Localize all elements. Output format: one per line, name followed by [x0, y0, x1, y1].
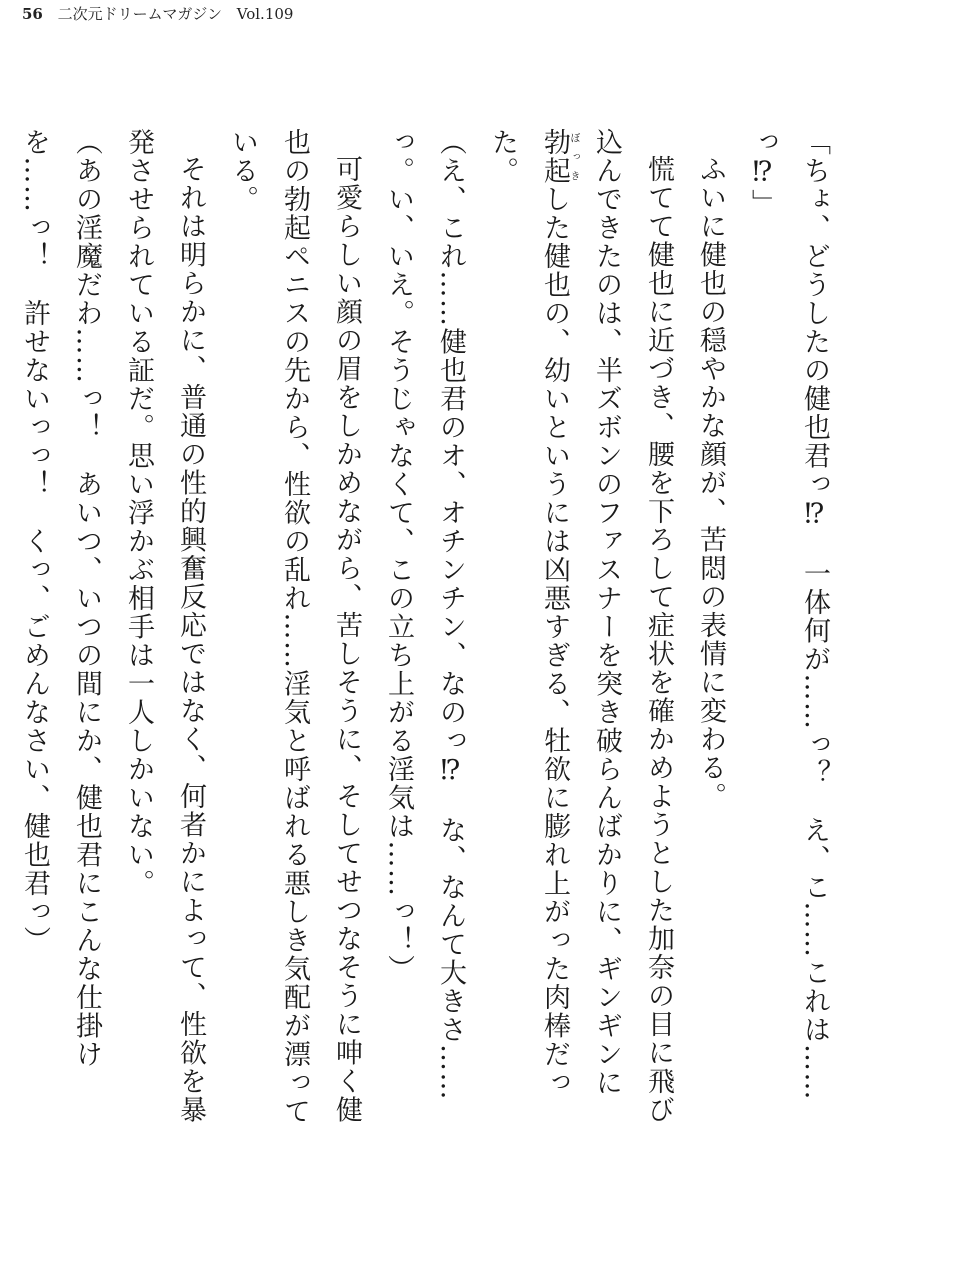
volume-label: Vol.109: [236, 5, 294, 23]
paragraph-2: ふいに健也の穏やかな顔が、苦悶の表情に変わる。: [695, 155, 726, 811]
paragraph-1: 「ちょ、どうしたの健也君っ⁉ 一体何が……っ？ え、こ……これは……っ⁉」: [747, 128, 830, 1101]
paragraph-8: [0, 128, 8, 1138]
ruby-base: 勃起: [539, 128, 570, 185]
magazine-title: 二次元ドリームマガジン: [57, 5, 222, 23]
body-text: [19, 128, 840, 1138]
paragraph-3-continued: した健也の、幼いというには凶悪すぎる、牡欲に膨れ上がった肉棒だった。: [487, 128, 570, 1097]
page-number: 56: [22, 5, 43, 23]
paragraph-3: [476, 128, 684, 1138]
paragraph-4: （え、これ……健也君のオ、オチンチン、なのっ⁉ な、なんて大きさ……っ。い、いえ。そうじゃなくて、この立ち上がる淫気は……っ！）: [383, 128, 466, 1101]
ruby-bokki: [539, 128, 579, 185]
paragraph-7: （あの淫魔だわ……っ！ あいつ、いつの間にか、健也君にこんな仕掛けを……っ！ 許せないっっ！ くっ、ごめんなさい、健也君っ）: [19, 128, 102, 1069]
paragraph-3-text: 慌てて健也に近づき、腰を下ろして症状を確かめようとした加奈の目に飛び込んできたのは、半ズボンのファスナーを突き破らんばかりに、ギンギンに: [591, 128, 674, 1124]
running-head: [22, 4, 293, 24]
ruby-reading: ぼっき: [568, 128, 579, 185]
paragraph-6: それは明らかに、普通の性的興奮反応ではなく、何者かによって、性欲を暴発させられている証だ。思い浮かぶ相手は一人しかいない。: [123, 128, 206, 1124]
paragraph-5: 可愛らしい顔の眉をしかめながら、苦しそうに、そしてせつなそうに呻く健也の勃起ペニスの先から、性欲の乱れ……淫気と呼ばれる悪しき気配が漂っている。: [227, 128, 362, 1126]
